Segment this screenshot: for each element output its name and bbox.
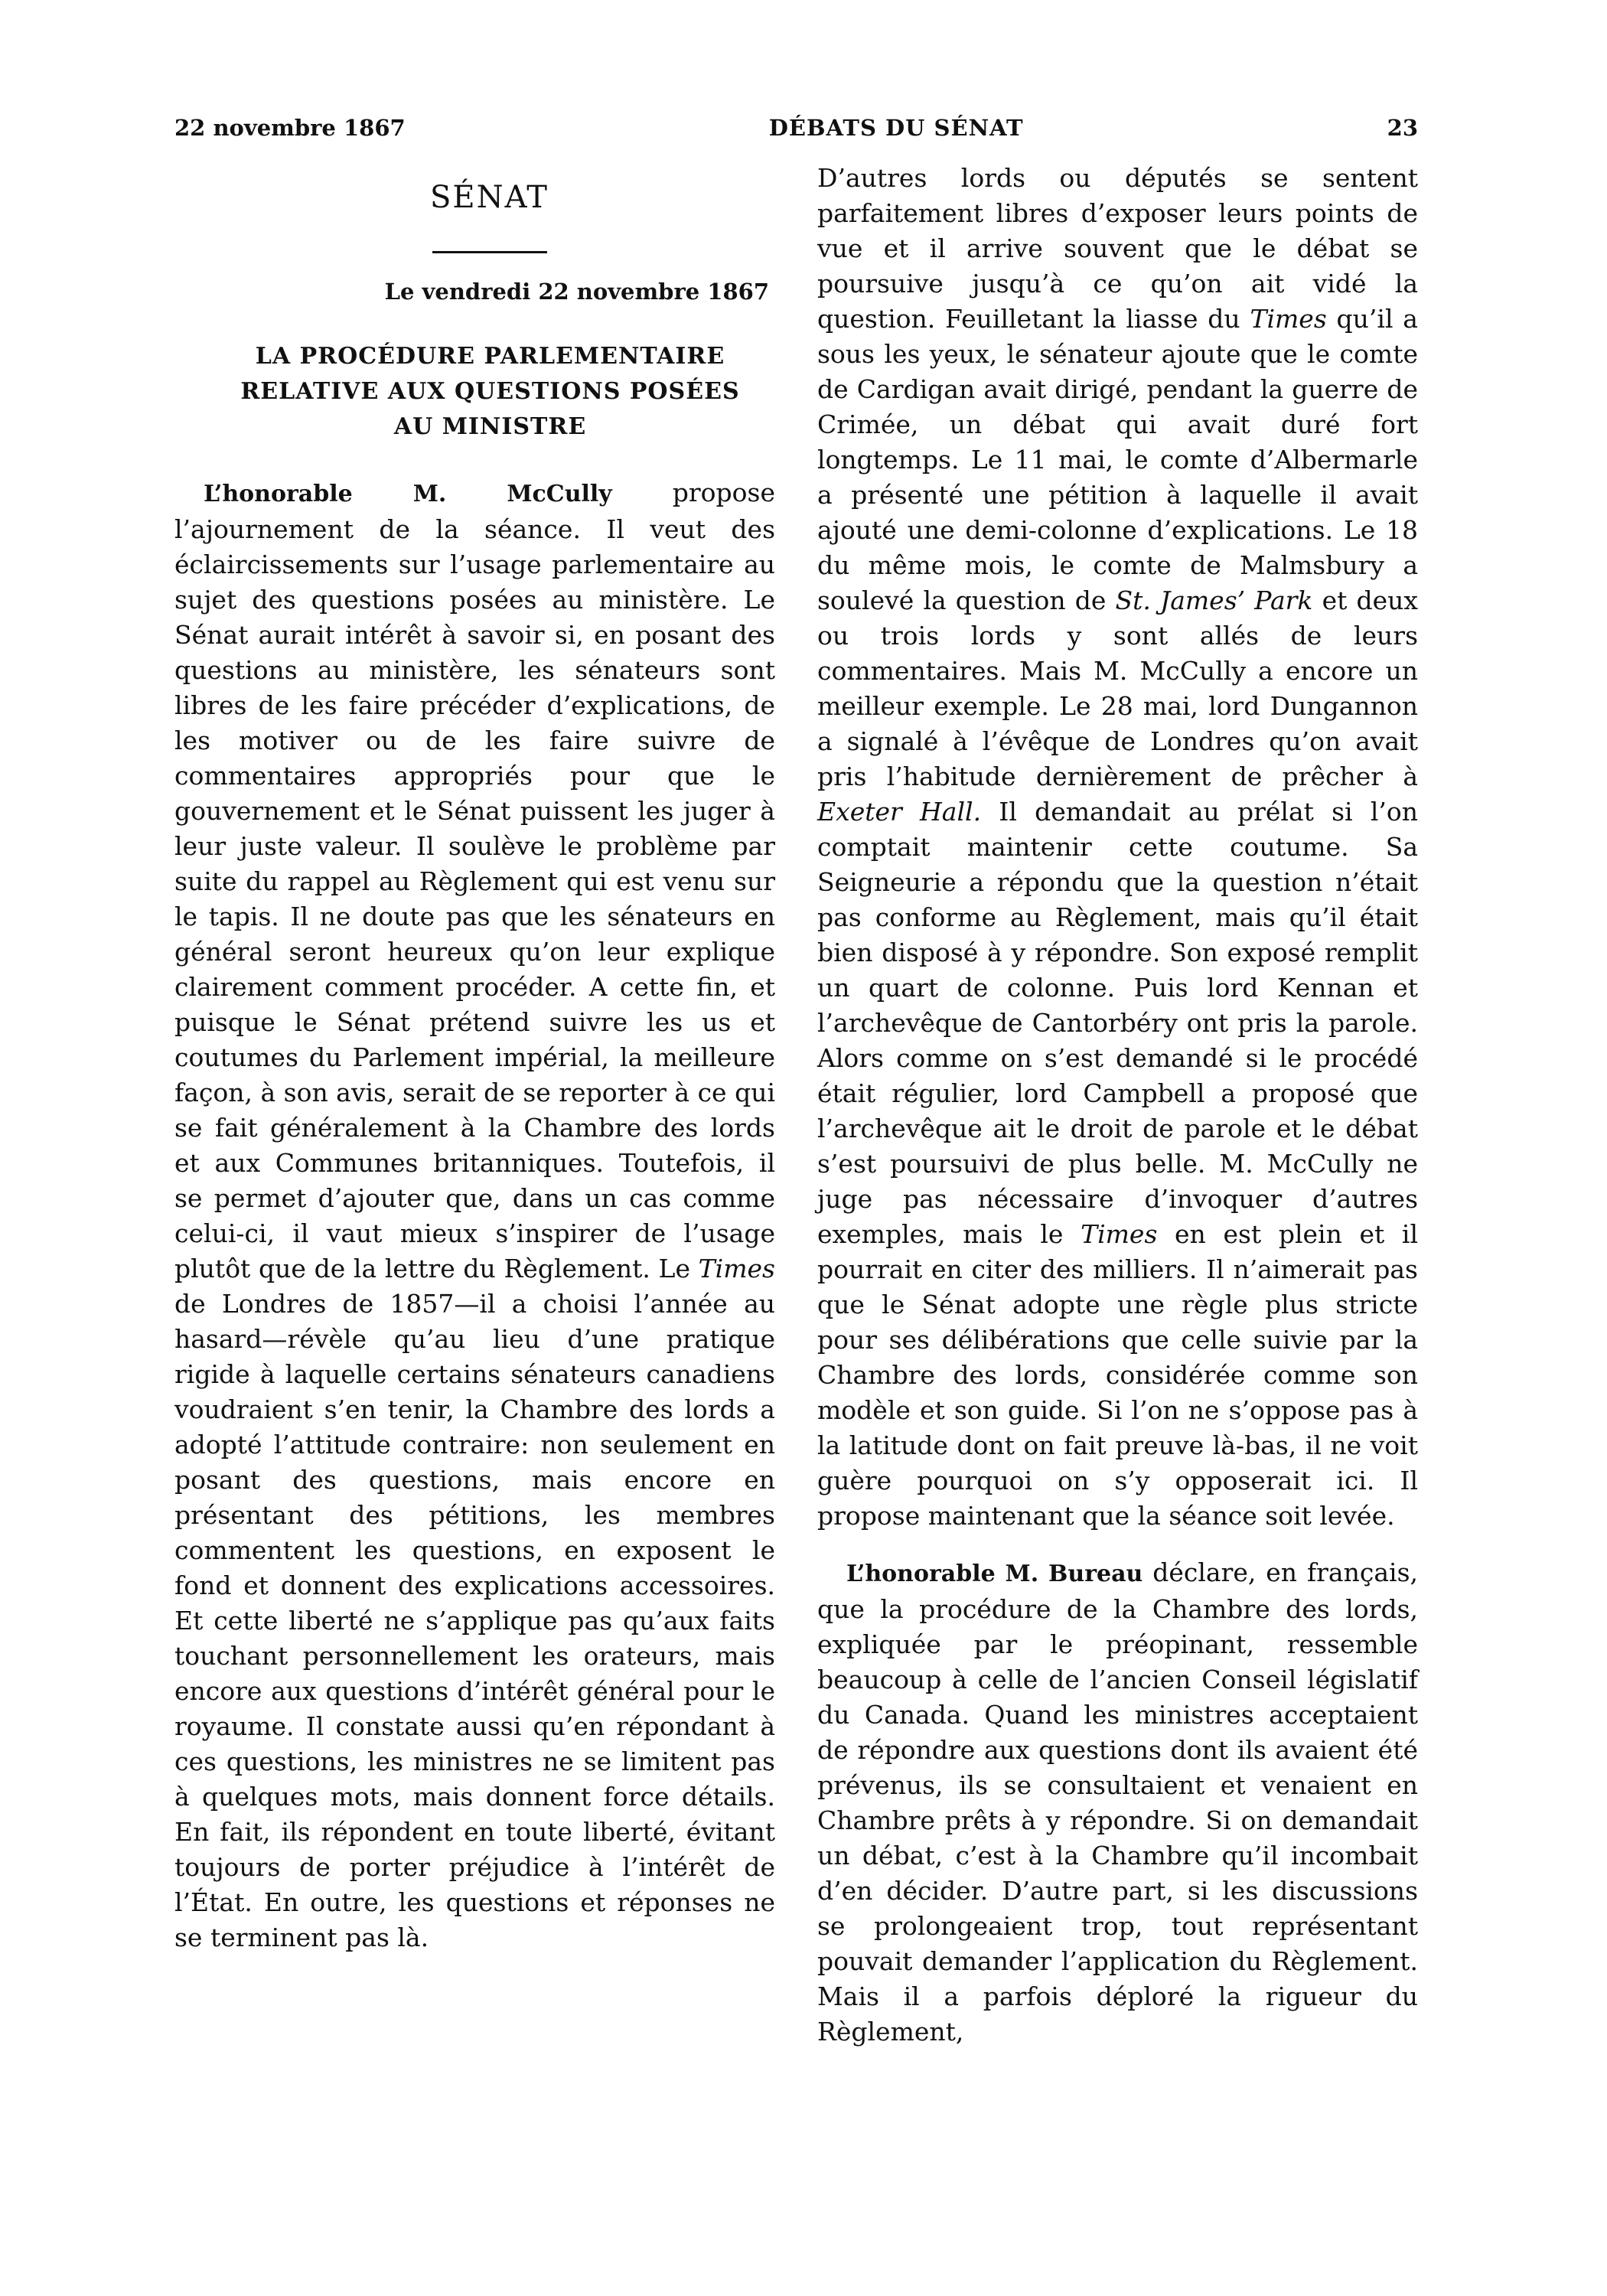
publication-title: Times: [1250, 304, 1327, 334]
paragraph-text: Il demandait au prélat si l’on comptait maintenir cette coutume. Sa Seigneurie a répondu que la question n’était pas conforme au Règlement, mais qu’il était bien disposé à y répondre. Son exposé remplit un quart de colonne. Puis lord Kennan et l’archevêque de Cantorbéry ont pris la parole. Alors comme on s’est demandé si le procédé était régulier, lord Campbell a proposé que l’archevêque ait le droit de parole et le débat s’est poursuivi de plus belle. M. McCully ne juge pas nécessaire d’invoquer d’autres exemples, mais le: [817, 797, 1418, 1249]
paragraph-text: D’autres lords ou députés se sentent parfaitement libres d’exposer leurs points de vue et il arrive souvent que le débat se poursuive jusqu’à ce qu’on ait vidé la question. Feuilletant la liasse du: [817, 163, 1418, 334]
sitting-date: Le vendredi 22 novembre 1867: [384, 279, 769, 305]
section-heading: [174, 339, 775, 445]
header-title: DÉBATS DU SÉNAT: [768, 115, 1024, 141]
text-columns: [174, 161, 1418, 2050]
paragraph-text: propose l’ajournement de la séance. Il veut des éclaircissements sur l’usage parlementaire au sujet des questions posées au ministère. Le Sénat aurait intérêt à savoir si, en posant des questions au ministère, les sénateurs sont libres de les faire précéder d’explications, de les motiver ou de les faire suivre de commentaires appropriés pour que le gouvernement et le Sénat puissent les juger à leur juste valeur. Il soulève le problème par suite du rappel au Règlement qui est venu sur le tapis. Il ne doute pas que les sénateurs en général seront heureux qu’on leur explique clairement comment procéder. A cette fin, et puisque le Sénat prétend suivre les us et coutumes du Parlement impérial, la meilleure façon, à son avis, serait de se reporter à ce qui se fait généralement à la Chambre des lords et aux Communes britanniques. Toutefois, il se permet d’ajouter que, dans un cas comme celui-ci, il vaut mieux s’inspirer de l’usage plutôt que de la lettre du Règlement. Le: [174, 478, 776, 1283]
page-number: 23: [1387, 115, 1418, 141]
paragraph-bureau: [817, 1555, 1418, 2050]
running-header: [174, 115, 1418, 153]
place-name: St. James’ Park: [1115, 585, 1313, 615]
paragraph-text: qu’il a sous les yeux, le sénateur ajoute que le comte de Cardigan avait dirigé, pendant la guerre de Crimée, un débat qui avait duré fort longtemps. Le 11 mai, le comte d’Albermarle a présenté une pétition à laquelle il avait ajouté une demi-colonne d’explications. Le 18 du même mois, le comte de Malmsbury a soulevé la question de: [817, 304, 1418, 615]
header-date: 22 novembre 1867: [174, 115, 406, 141]
right-column: [817, 161, 1418, 2050]
paragraph-text: de Londres de 1857—il a choisi l’année au hasard—révèle qu’au lieu d’une pratique rigide à laquelle certains sénateurs canadiens voudraient s’en tenir, la Chambre des lords a adopté l’attitude contraire: non seulement en posant des questions, mais encore en présentant des pétitions, les membres commentent les questions, en exposent le fond et donnent des explications accessoires. Et cette liberté ne s’applique pas qu’aux faits touchant personnellement les orateurs, mais encore aux questions d’intérêt général pour le royaume. Il constate aussi qu’en répondant à ces questions, les ministres ne se limitent pas à quelques mots, mais donnent force détails. En fait, ils répondent en toute liberté, évitant toujours de porter préjudice à l’intérêt de l’État. En outre, les questions et réponses ne se terminent pas là.: [174, 1289, 775, 1952]
publication-title: Times: [1081, 1219, 1158, 1249]
publication-title: Times: [698, 1254, 775, 1283]
section-heading-line: AU MINISTRE: [393, 413, 587, 440]
paragraph-continuation: [817, 161, 1418, 1534]
paragraph-text: en est plein et il pourrait en citer des milliers. Il n’aimerait pas que le Sénat adopte une règle plus stricte pour ses délibérations que celle suivie par la Chambre des lords, considérée comme son modèle et son guide. Si l’on ne s’oppose pas à la latitude dont on fait preuve là-bas, il ne voit guère pourquoi on s’y opposerait ici. Il propose maintenant que la séance soit levée.: [817, 1219, 1419, 1531]
paragraph-text: déclare, en français, que la procédure de la Chambre des lords, expliquée par le préopinant, ressemble beaucoup à celle de l’ancien Conseil législatif du Canada. Quand les ministres acceptaient de répondre aux questions dont ils avaient été prévenus, ils se consultaient et venaient en Chambre prêts à y répondre. Si on demandait un débat, c’est à la Chambre qu’il incombait d’en décider. D’autre part, si les discussions se prolongeaient trop, tout représentant pouvait demander l’application du Règlement. Mais il a parfois déploré la rigueur du Règlement,: [817, 1557, 1418, 2047]
section-heading-line: RELATIVE AUX QUESTIONS POSÉES: [240, 378, 740, 405]
place-name: Exeter Hall.: [817, 797, 982, 827]
paragraph-mccully: [174, 475, 775, 1955]
left-column: [174, 161, 775, 2050]
speaker-name: L’honorable M. McCully: [204, 481, 612, 507]
speaker-name: L’honorable M. Bureau: [846, 1561, 1143, 1587]
page: [174, 115, 1418, 2050]
title-rule: [432, 251, 547, 253]
paragraph-text: et deux ou trois lords y sont allés de leurs commentaires. Mais M. McCully a encore un meilleur exemple. Le 28 mai, lord Dungannon a signalé à l’évêque de Londres qu’on avait pris l’habitude dernièrement de prêcher à: [817, 585, 1419, 791]
chamber-title: SÉNAT: [430, 180, 549, 215]
section-heading-line: LA PROCÉDURE PARLEMENTAIRE: [255, 343, 725, 370]
